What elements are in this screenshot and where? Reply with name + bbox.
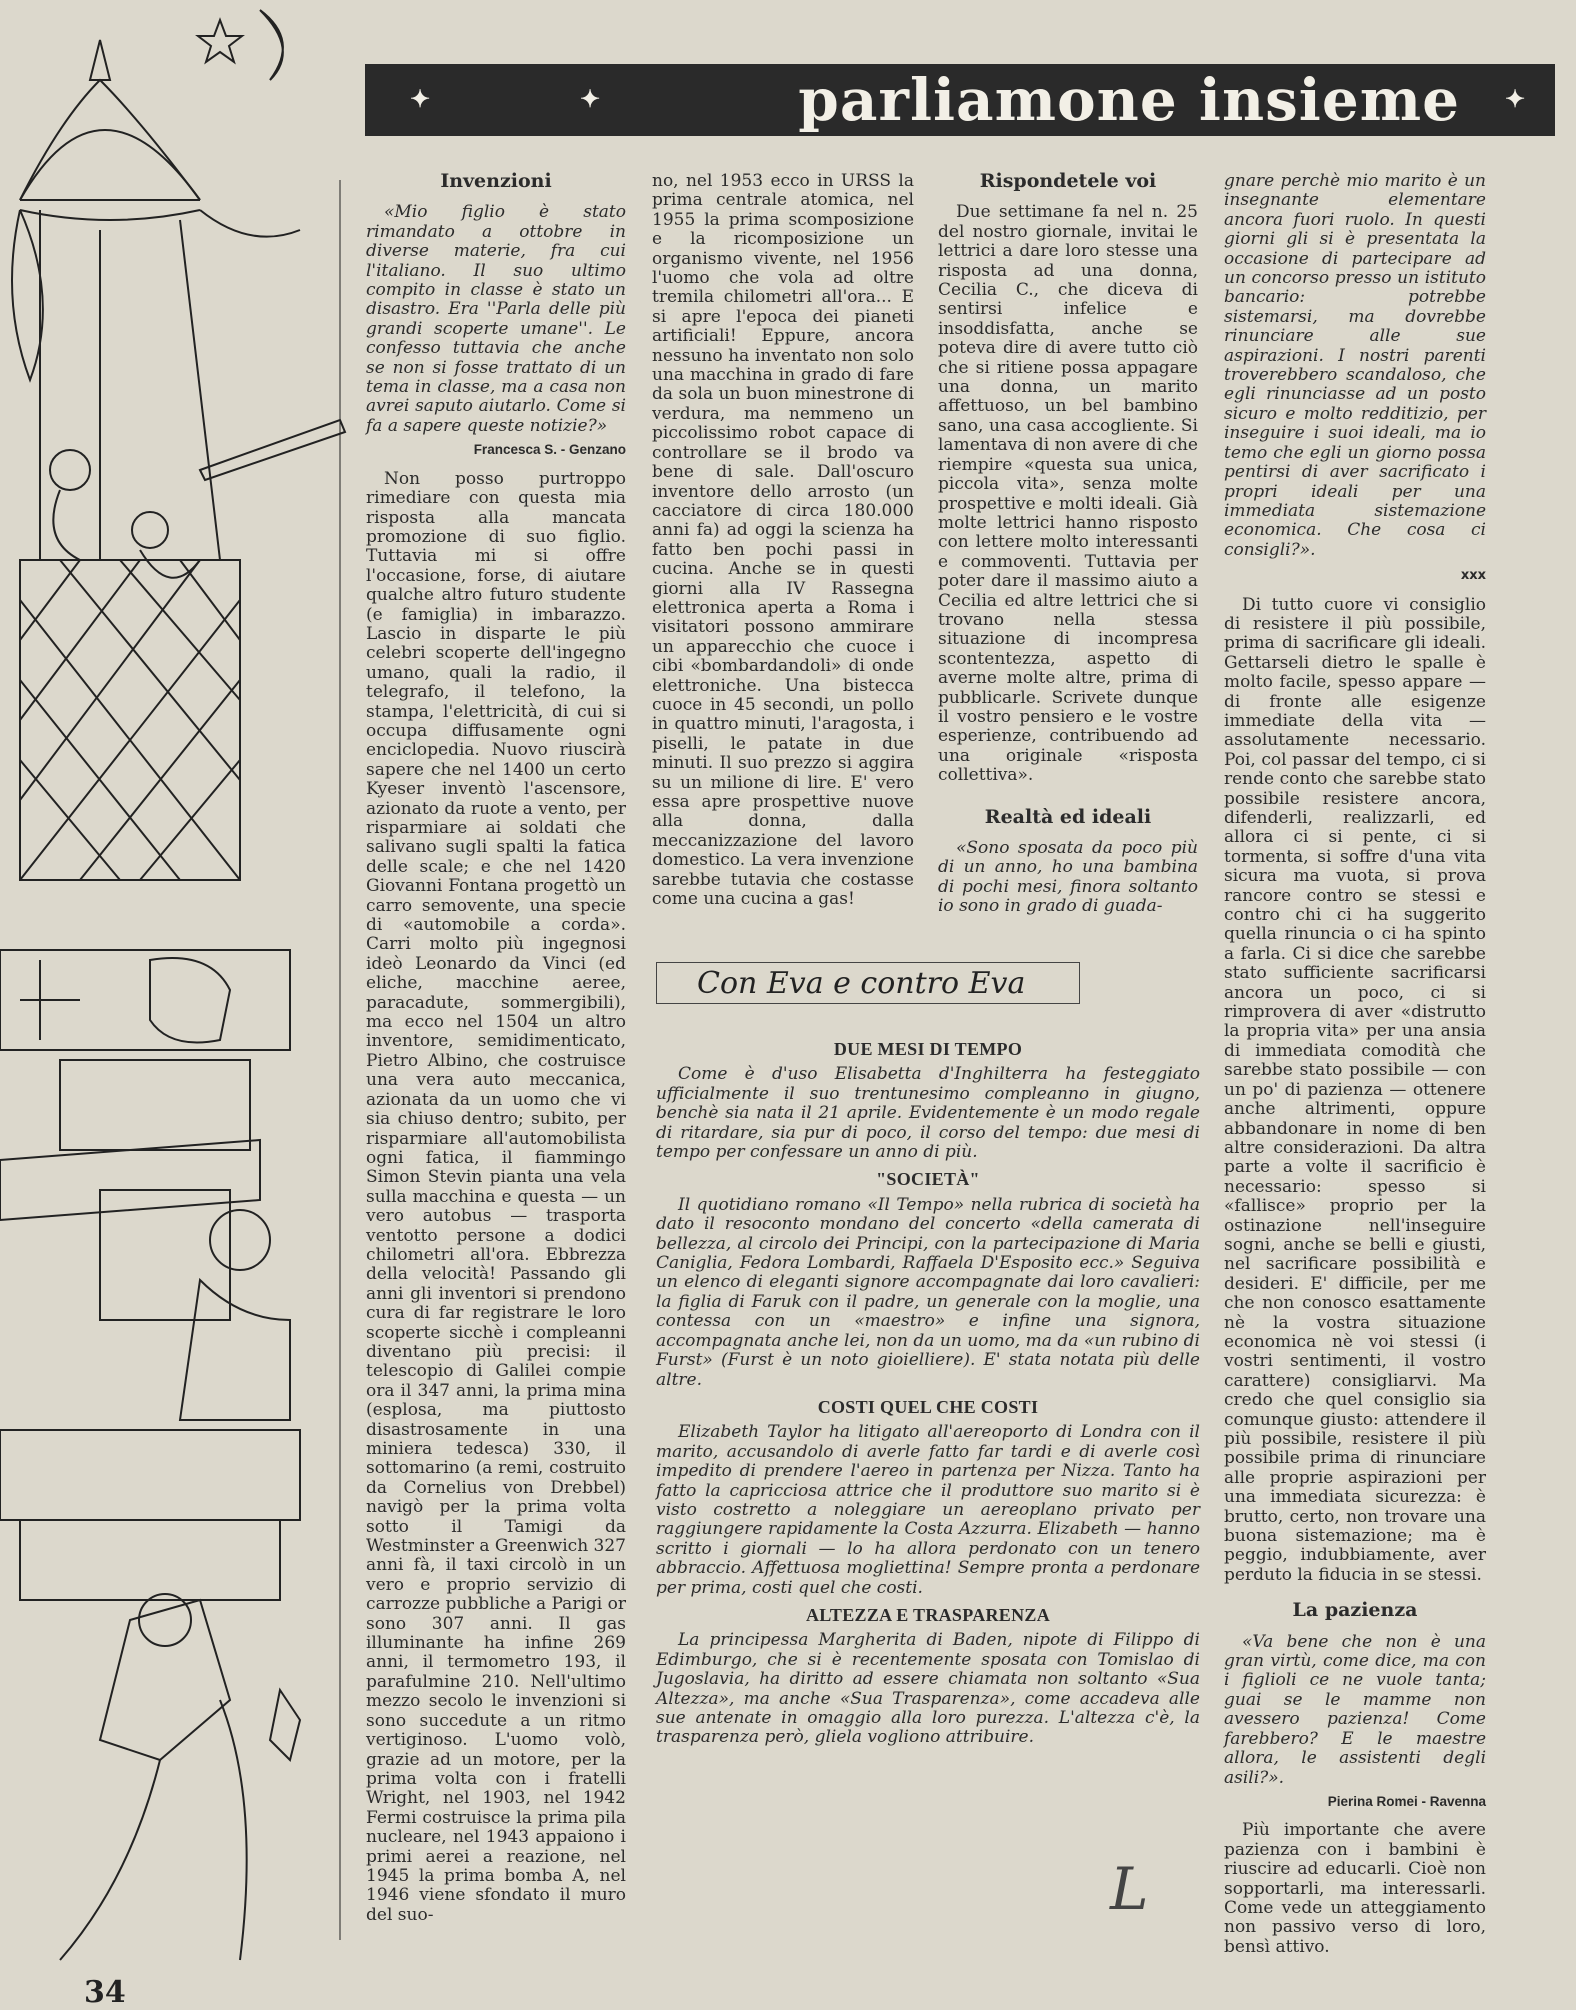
eva-item <box>656 1398 1200 1598</box>
answer-text: Non posso purtroppo rimediare con questa mia risposta alla mancata promozione di suo figlio. Tuttavia mi si offre l'occasione, forse, di aiutare qualche altro futuro studente (e famiglia) in imbarazzo. Lascio in disparte le più celebri scoperte dell'ingegno umano, quali la radio, il telegrafo, il telefono, la stampa, l'elettricità, di cui si occupa diffusamente ogni enciclopedia. Nuovo riuscirà sapere che nel 1400 un certo Kyeser inventò l'ascensore, azionato da ruote a vento, per risparmiare ai soldati che salivano sugli spalti la fatica delle scale; e che nel 1420 Giovanni Fontana progettò un carro semovente, una specie di «automobile a corda». Carri molto più ingegnosi ideò Leonardo da Vinci (ed eliche, macchine aeree, paracadute, sommergibili), ma ecco nel 1504 un altro inventore, semidimenticato, Pietro Albino, che costruisce una vera auto meccanica, azionata da un uomo che vi sia chiuso dentro; subito, per risparmiare all'automobilista ogni fatica, il fiammingo Simon Stevin pianta una vela sulla macchina e questa — un vero autobus — trasporta ventotto persone a dodici chilometri all'ora. Ebbrezza della velocità! Passando gli anni gli inventori si prendono cura di far registrare le loro scoperte sicchè i compleanni diventano più precisi: il telescopio di Galilei compie ora il 347 anni, la prima mina (esplosa, ma piuttosto disastrosamente in una miniera tedesca) 330, il sottomarino (a remi, costruito da Cornelius von Drebbel) navigò per la prima volta sotto il Tamigi da Westminster a Greenwich 327 anni fà, il taxi circolò in un vero e proprio servizio di carrozze pubbliche a Parigi or sono 307 anni. Il gas illuminante ha infine 269 anni, il termometro 193, il parafulmine 210. Nell'ultimo mezzo secolo le invenzioni si sono succedute a un ritmo vertiginoso. L'uomo volò, grazie ad un motore, per la prima volta con i fratelli Wright, nel 1903, nel 1942 Fermi costruisce la prima pila nucleare, nel 1943 appaiono i primi aerei a reazione, nel 1945 la prima bomba A, nel 1946 viene sfondato il muro del suo- <box>366 468 626 1925</box>
answer-continuation: no, nel 1953 ecco in URSS la prima centrale atomica, nel 1955 la prima scomposizione e la ricomposizione un organismo vivente, nel 1956 l'uomo che vola ad oltre tremila chilometri all'ora... E si apre l'epoca dei pianeti artificiali! Eppure, ancora nessuno ha inventato non solo una macchina in grado di fare da sola un buon minestrone di verdura, ma nemmeno un piccolissimo robot capace di controllare se il brodo va bene di sale. Dall'oscuro inventore dello arrosto (un cacciatore di circa 180.000 anni fa) ad oggi la scienza ha fatto ben pochi passi in cucina. Anche se in questi giorni alla IV Rassegna elettronica aperta a Roma i visitatori possono ammirare un apparecchio che cuoce i cibi «bombardandoli» di onde elettroniche. Una bistecca cuoce in 45 secondi, un pollo in quattro minuti, l'aragosta, i piselli, le patate in due minuti. Il suo prezzo si aggira su un milione di lire. E' vero essa apre prospettive nuove alla donna, dalla meccanizzazione del lavoro domestico. La vera invenzione sarebbe tutavia che costasse come una cucina a gas! <box>652 171 914 910</box>
page-number: 34 <box>84 1975 126 2010</box>
column-rispondetele <box>938 172 1198 921</box>
rispondetele-text: Due settimane fa nel n. 25 del nostro giornale, invitai le lettrici a dare loro stesse una risposta ad una donna, Cecilia C., che diceva di sentirsi infelice e insoddisfatta, anche se poteva dire di avere tutto ciò che si ritiene possa appagare una donna, un marito affettuoso, un bel bambino sano, una casa accogliente. Si lamentava di non avere di che riempire «questa sua unica, piccola vita», senza molte prospettive e molti ideali. Già molte lettrici hanno risposto con lettere molto interessanti e commoventi. Tuttavia per poter dare il massimo aiuto a Cecilia ed altre lettrici che si trovano nella stessa situazione di incompresa scontentezza, aspetto di averne molte altre, prima di pubblicarle. Scrivete dunque il vostro pensiero e le vostre esperienze, contribuendo ad una originale «risposta collettiva». <box>938 202 1198 786</box>
letter-signature: Francesca S. - Genzano <box>473 442 626 458</box>
reader-letter: «Mio figlio è stato rimandato a ottobre in diverse materie, fra cui l'italiano. Il suo ultimo compito in classe è stato un disastro. Era ''Parla delle più grandi scoperte umane''. Le confesso tuttavia che anche se non si fosse trattato di un tema in classe, ma a casa non avrei saputo aiutarlo. Come si fa a sapere queste notizie?» <box>366 202 626 436</box>
eva-item-text: Come è d'uso Elisabetta d'Inghilterra ha festeggiato ufficialmente il suo trentunesimo compleanno in giugno, benchè sia nata il 21 aprile. Evidentemente è un modo regale di ritardare, sia pur di poco, il corso del tempo: due mesi di tempo per confessare un anno di più. <box>656 1064 1200 1163</box>
eva-item-head: DUE MESI DI TEMPO <box>833 1039 1023 1059</box>
pazienza-letter: «Va bene che non è una gran virtù, come dice, ma con i figlioli ce ne vuole tanta; guai se le mamme non avessero pazienza! Come farebbero? E le maestre allora, le assistenti degli asili?». <box>1224 1631 1486 1788</box>
eva-section-title: Con Eva e contro Eva <box>656 962 1080 1004</box>
eva-item-head: COSTI QUEL CHE COSTI <box>817 1396 1039 1417</box>
eva-item-text: La principessa Margherita di Baden, nipote di Filippo di Edimburgo, che si è recentemente sposata con Tomislao di Jugoslavia, ha diritto ad essere chiamata non soltanto «Sua Altezza», ma anche «Sua Trasparenza», come accadeva alle sue antenate in omaggio alla loro purezza. L'altezza c'è, la trasparenza però, gliela vogliono attribuire. <box>656 1630 1200 1748</box>
eva-item-text: Il quotidiano romano «Il Tempo» nella rubrica di società ha dato il resoconto mondano del concerto «della camerata di bellezza, al circolo dei Principi, con la partecipazione di Maria Caniglia, Fedora Lombardi, Raffaela D'Esposito ecc.» Seguiva un elenco di eleganti signore accompagnate dai loro cavalieri: la figlia di Faruk con il padre, un generale con la moglie, una contessa con un «maestro» e infine una signora, accompagnata anche lei, non da un uomo, ma da «un rubino di Furst» (Furst è un noto gioielliere). E' stata notata più delle altre. <box>656 1194 1200 1390</box>
section-title-invenzioni: Invenzioni <box>440 170 552 192</box>
section-title-rispondetele: Rispondetele voi <box>979 170 1157 192</box>
section-title-realta: Realtà ed ideali <box>984 805 1152 828</box>
star-icon: ✦ <box>1505 84 1527 113</box>
realta-letter: «Sono sposata da poco più di un anno, ho una bambina di pochi mesi, finora soltanto io sono in grado di guada- <box>938 838 1198 917</box>
author-initial: L <box>1110 1855 1149 1923</box>
pazienza-answer: Più importante che avere pazienza con i bambini è riuscire ad educarli. Cioè non sopportarli, ma interessarli. Come vede un atteggiamento non passivo verso di loro, bensì attivo. <box>1224 1820 1486 1957</box>
section-banner <box>365 64 1555 136</box>
eva-item <box>656 1170 1200 1389</box>
eva-section <box>656 1040 1200 1756</box>
column-realta-continued <box>1224 172 1486 1961</box>
pazienza-signature: Pierina Romei - Ravenna <box>1327 1793 1486 1809</box>
decorative-illustration <box>0 0 350 2000</box>
column-continuation <box>652 172 914 913</box>
column-invenzioni <box>366 172 626 1929</box>
star-icon: ✦ <box>410 84 432 113</box>
section-title-pazienza: La pazienza <box>1292 1599 1418 1622</box>
letter-signature-xxx: xxx <box>1460 568 1486 584</box>
eva-item <box>656 1606 1200 1748</box>
realta-answer: Di tutto cuore vi consiglio di resistere il più possibile, prima di sacrificare gli ideali. Gettarseli dietro le spalle è molto facile, spesso appare — di fronte alle esigenze immediate della vita — assolutamente necessario. Poi, col passar del tempo, ci si rende conto che sarebbe stato possibile resistere ancora, difenderli, realizzarli, ed allora ci si pente, ci si tormenta, si soffre d'una vita sicura ma vuota, si prova rancore contro se stessi e contro chi ci ha suggerito quella rinuncia o ci ha spinto a farla. Ci si dice che sarebbe stato sufficiente sacrificarsi ancora un poco, ci si rimprovera di aver «distrutto la propria vita» per una ansia di immediata comodità che sarebbe stato possibile — con un po' di pazienza — ottenere anche altrimenti, oppure abbandonare in nome di ben altre considerazioni. Da altra parte a volte il sacrificio è necessario: spesso si «fallisce» proprio per la ostinazione nell'inseguire sogni, anche se belli e giusti, nel sacrificare possibilità e desideri. E' difficile, per me che non conosco esattamente nè la vostra situazione economica nè voi stessi (i vostri sentimenti, il vostro carattere) consigliarvi. Ma credo che quel consiglio sia comunque giusto: attendere il più possibile, resistere il più possibile prima di rinunciare alle proprie aspirazioni per una immediata sicurezza: è brutto, certo, non trovare una buona sistemazione; ma è peggio, indubbiamente, aver perduto la fiducia in se stessi. <box>1224 594 1486 1585</box>
eva-item-head: ALTEZZA E TRASPARENZA <box>805 1604 1051 1625</box>
eva-item-head: "SOCIETÀ" <box>876 1169 980 1190</box>
eva-item-text: Elizabeth Taylor ha litigato all'aereoporto di Londra con il marito, accusandolo di averle fatto far tardi e di averle così impedito di prendere l'aereo in partenza per Nizza. Tanto ha fatto la capricciosa attrice che il produttore suo marito si è visto costretto a noleggiare un aereoplano privato per raggiungere rapidamente la Costa Azzurra. Elizabeth — hanno scritto i giornali — lo ha allora perdonato con un tenero abbraccio. Affettuosa mogliettina! Sempre pronta a perdonare per prima, costi quel che costi. <box>656 1422 1200 1598</box>
star-icon: ✦ <box>580 84 602 113</box>
eva-item <box>656 1040 1200 1162</box>
banner-title: parliamone insieme <box>798 66 1460 134</box>
realta-letter-continued: gnare perchè mio marito è un insegnante elementare ancora fuori ruolo. In questi giorni gli si è presentata la occasione di partecipare ad un concorso presso un istituto bancario: potrebbe sistemarsi, ma dovrebbe rinunciare alle sue aspirazioni. I nostri parenti troverebbero scandaloso, che egli rinunciasse ad un posto sicuro e molto redditizio, per inseguire i suoi ideali, ma io temo che egli un giorno possa pentirsi di aver sacrificato i propri ideali per una immediata sistemazione economica. Che cosa ci consigli?». <box>1224 171 1486 560</box>
